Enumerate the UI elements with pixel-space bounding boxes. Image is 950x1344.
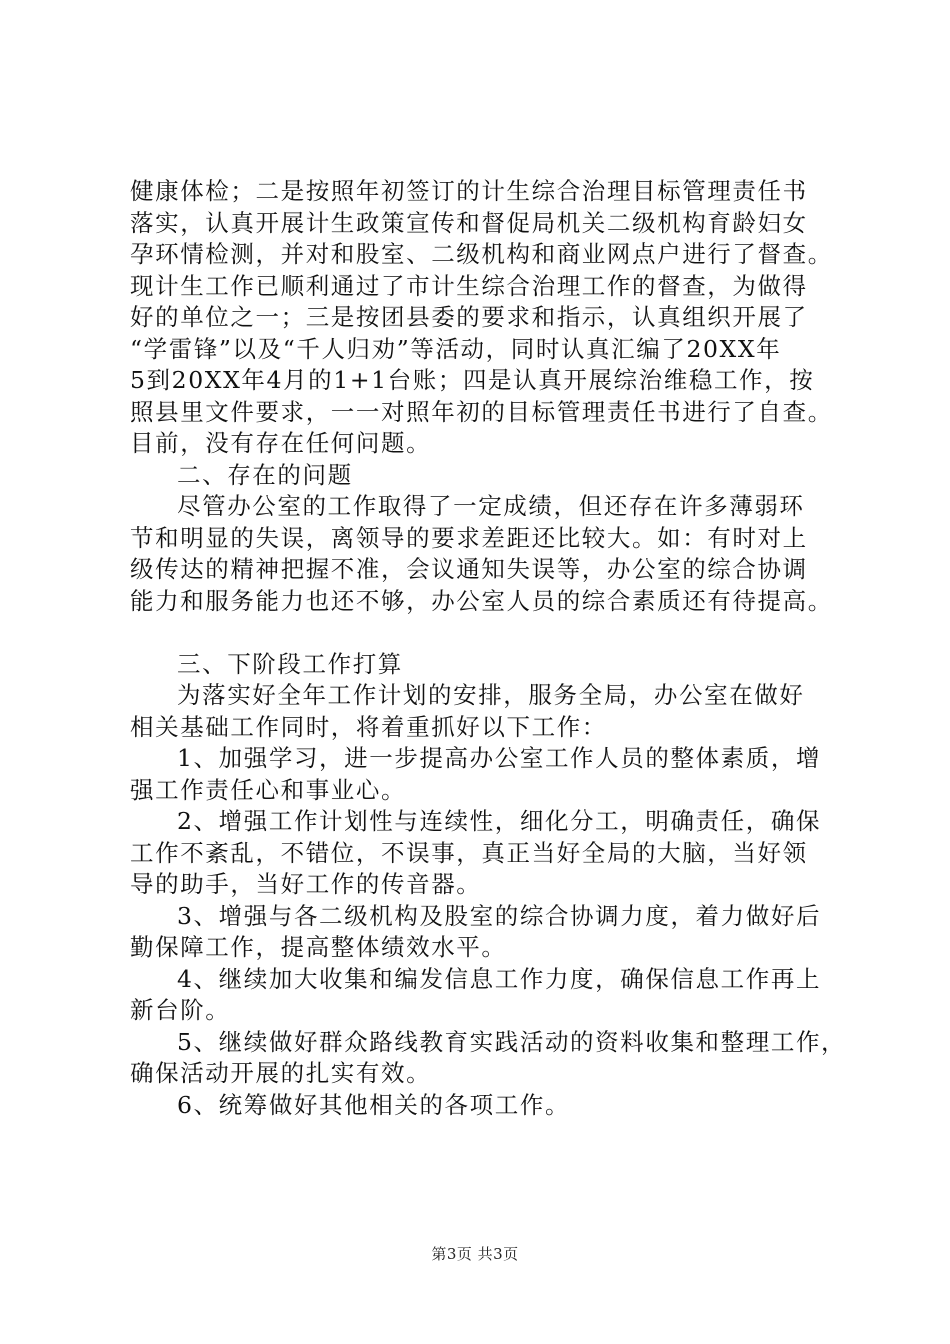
document-body xyxy=(130,176,847,1121)
body-line: 工作不紊乱，不错位，不误事，真正当好全局的大脑，当好领 xyxy=(130,838,808,867)
list-item-3: 3、增强与各二级机构及股室的综合协调力度，着力做好后 xyxy=(177,901,822,930)
list-item-2: 2、增强工作计划性与连续性，细化分工，明确责任，确保 xyxy=(177,807,822,835)
body-line: 尽管办公室的工作取得了一定成绩，但还存在许多薄弱环 xyxy=(177,492,805,520)
page-number: 第3页 xyxy=(431,1245,473,1263)
page-total: 共3页 xyxy=(477,1245,519,1263)
body-line: 现计生工作已顺利通过了市计生综合治理工作的督查，为做得 xyxy=(130,271,808,300)
body-line: 新台阶。 xyxy=(130,996,231,1024)
section-heading-next-plan: 三、下阶段工作打算 xyxy=(177,649,403,678)
body-line: 相关基础工作同时，将着重抓好以下工作： xyxy=(130,712,607,741)
body-line: “学雷锋”以及“千人归劝”等活动，同时认真汇编了20XX年 xyxy=(130,334,782,363)
body-line: 确保活动开展的扎实有效。 xyxy=(130,1059,432,1087)
list-item-5: 5、继续做好群众路线教育实践活动的资料收集和整理工作， xyxy=(177,1027,847,1056)
body-line: 健康体检；二是按照年初签订的计生综合治理目标管理责任书 xyxy=(130,177,808,205)
body-line: 节和明显的失误，离领导的要求差距还比较大。如：有时对上 xyxy=(130,523,808,552)
body-line: 5到20XX年4月的1+1台账；四是认真开展综治维稳工作，按 xyxy=(130,366,815,394)
body-line: 强工作责任心和事业心。 xyxy=(130,775,407,804)
body-line: 能力和服务能力也还不够，办公室人员的综合素质还有待提高。 xyxy=(130,586,833,615)
body-line: 目前，没有存在任何问题。 xyxy=(130,429,432,457)
body-line: 级传达的精神把握不准，会议通知失误等，办公室的综合协调 xyxy=(130,555,808,583)
list-item-1: 1、加强学习，进一步提高办公室工作人员的整体素质，增 xyxy=(177,744,822,772)
paragraph-gap xyxy=(130,617,835,649)
list-item-4: 4、继续加大收集和编发信息工作力度，确保信息工作再上 xyxy=(177,964,822,993)
body-line: 为落实好全年工作计划的安排，服务全局，办公室在做好 xyxy=(177,681,805,709)
body-line: 勤保障工作，提高整体绩效水平。 xyxy=(130,933,507,961)
body-line: 照县里文件要求，一一对照年初的目标管理责任书进行了自查。 xyxy=(130,397,833,426)
body-line: 导的助手，当好工作的传音器。 xyxy=(130,870,482,898)
page-footer xyxy=(0,1243,950,1264)
section-heading-problems: 二、存在的问题 xyxy=(177,460,353,489)
list-item-6: 6、统筹做好其他相关的各项工作。 xyxy=(177,1090,571,1119)
body-line: 好的单位之一；三是按团县委的要求和指示，认真组织开展了 xyxy=(130,303,808,331)
body-line: 孕环情检测，并对和股室、二级机构和商业网点户进行了督查。 xyxy=(130,240,833,268)
body-line: 落实，认真开展计生政策宣传和督促局机关二级机构育龄妇女 xyxy=(130,208,808,237)
